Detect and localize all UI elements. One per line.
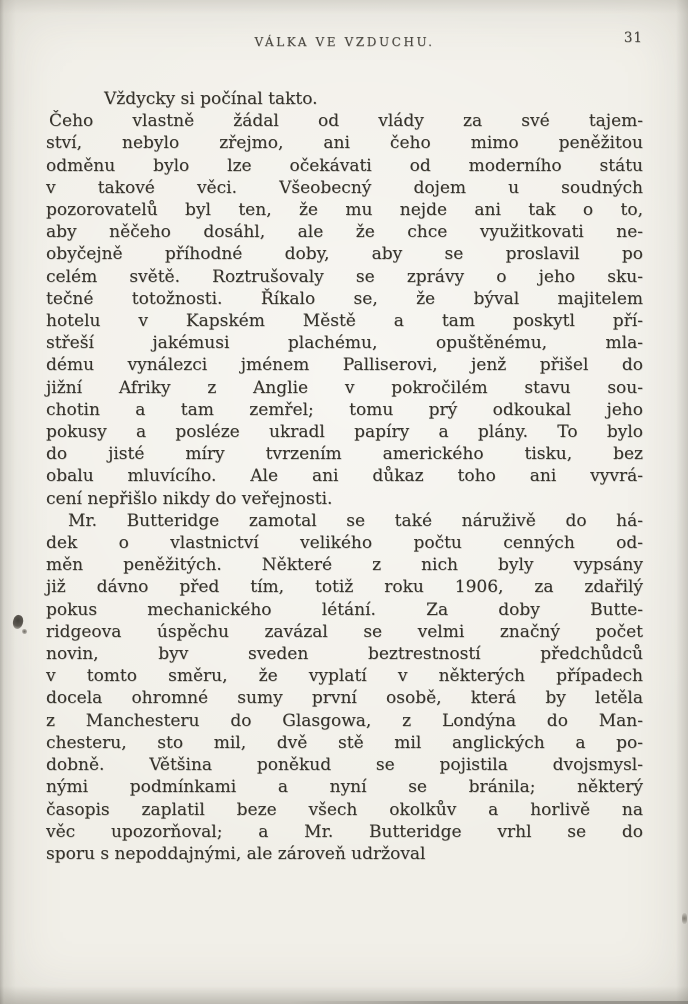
text-line: Mr. Butteridge zamotal se také náruživě do há- [68, 510, 643, 531]
text-line: střeší jakémusi plachému, opuštěnému, mla- [46, 333, 643, 354]
paragraph [46, 88, 643, 110]
text-line: v tomto směru, že vyplatí v některých případech [46, 666, 643, 687]
chapter-running-title: VÁLKA VE VZDUCHU. [254, 35, 435, 49]
text-line: z Manchesteru do Glasgowa, z Londýna do Man- [46, 710, 643, 731]
text-line: aby něčeho dosáhl, ale že chce využitkovati ne- [46, 222, 643, 243]
text-line: pokusy a posléze ukradl papíry a plány. To bylo [46, 422, 643, 443]
text-line: do jisté míry tvrzením amerického tisku, bez [46, 444, 643, 465]
text-line: v takové věci. Všeobecný dojem u soudných [46, 177, 643, 198]
text-line: chotin a tam zemřel; tomu prý odkoukal jeho [46, 399, 643, 420]
text-line: ridgeova úspěchu zavázal se velmi značný počet [46, 621, 643, 642]
scan-edge-mark [682, 913, 687, 924]
text-line: novin, byv sveden beztrestností předchůdců [46, 644, 643, 665]
text-line: Čeho vlastně žádal od vlády za své tajem- [49, 111, 643, 132]
text-line: pozorovatelů byl ten, že mu nejde ani tak o to, [46, 200, 643, 221]
text-line: cení nepřišlo nikdy do veřejnosti. [46, 488, 333, 509]
text-line: dému vynálezci jménem Palliserovi, jenž přišel do [46, 355, 643, 376]
paragraph [46, 510, 643, 865]
text-line: již dávno před tím, totiž roku 1906, za zdařilý [46, 577, 643, 598]
text-line: jižní Afriky z Anglie v pokročilém stavu sou- [46, 377, 643, 398]
text-line: měn peněžitých. Některé z nich byly vypsány [46, 555, 643, 576]
text-line: ství, nebylo zřejmo, ani čeho mimo peněžitou [46, 133, 643, 154]
text-line: chesteru, sto mil, dvě stě mil anglických a po- [46, 732, 643, 753]
text-line: celém světě. Roztrušovaly se zprávy o jeho sku- [46, 266, 643, 287]
page-number: 31 [623, 30, 643, 46]
text-line: Vždycky si počínal takto. [104, 89, 318, 109]
text-line: obyčejně příhodné doby, aby se proslavil po [46, 244, 643, 265]
text-line: pokus mechanického létání. Za doby Butte- [46, 599, 643, 620]
text-line: tečné totožnosti. Říkalo se, že býval majitelem [46, 288, 643, 309]
text-line: dek o vlastnictví velikého počtu cenných od- [46, 533, 643, 554]
ink-spot [22, 629, 27, 634]
running-head [46, 31, 643, 49]
text-line: hotelu v Kapském Městě a tam poskytl pří- [46, 311, 643, 332]
page-body [46, 88, 643, 865]
text-line: věc upozorňoval; a Mr. Butteridge vrhl se do [46, 821, 643, 842]
ink-spot [11, 614, 25, 630]
text-line: nými podmínkami a nyní se bránila; některý [46, 777, 643, 798]
text-line: obalu mluvícího. Ale ani důkaz toho ani vyvrá- [46, 466, 643, 487]
text-line: časopis zaplatil beze všech okolkův a horlivě na [46, 799, 643, 820]
text-line: odměnu bylo lze očekávati od moderního státu [46, 155, 643, 176]
text-line: docela ohromné sumy první osobě, která by letěla [46, 688, 643, 709]
text-line: dobně. Většina poněkud se pojistila dvojsmysl- [46, 755, 643, 776]
paragraph [46, 110, 643, 510]
text-line: sporu s nepoddajnými, ale zároveň udržoval [46, 843, 426, 864]
